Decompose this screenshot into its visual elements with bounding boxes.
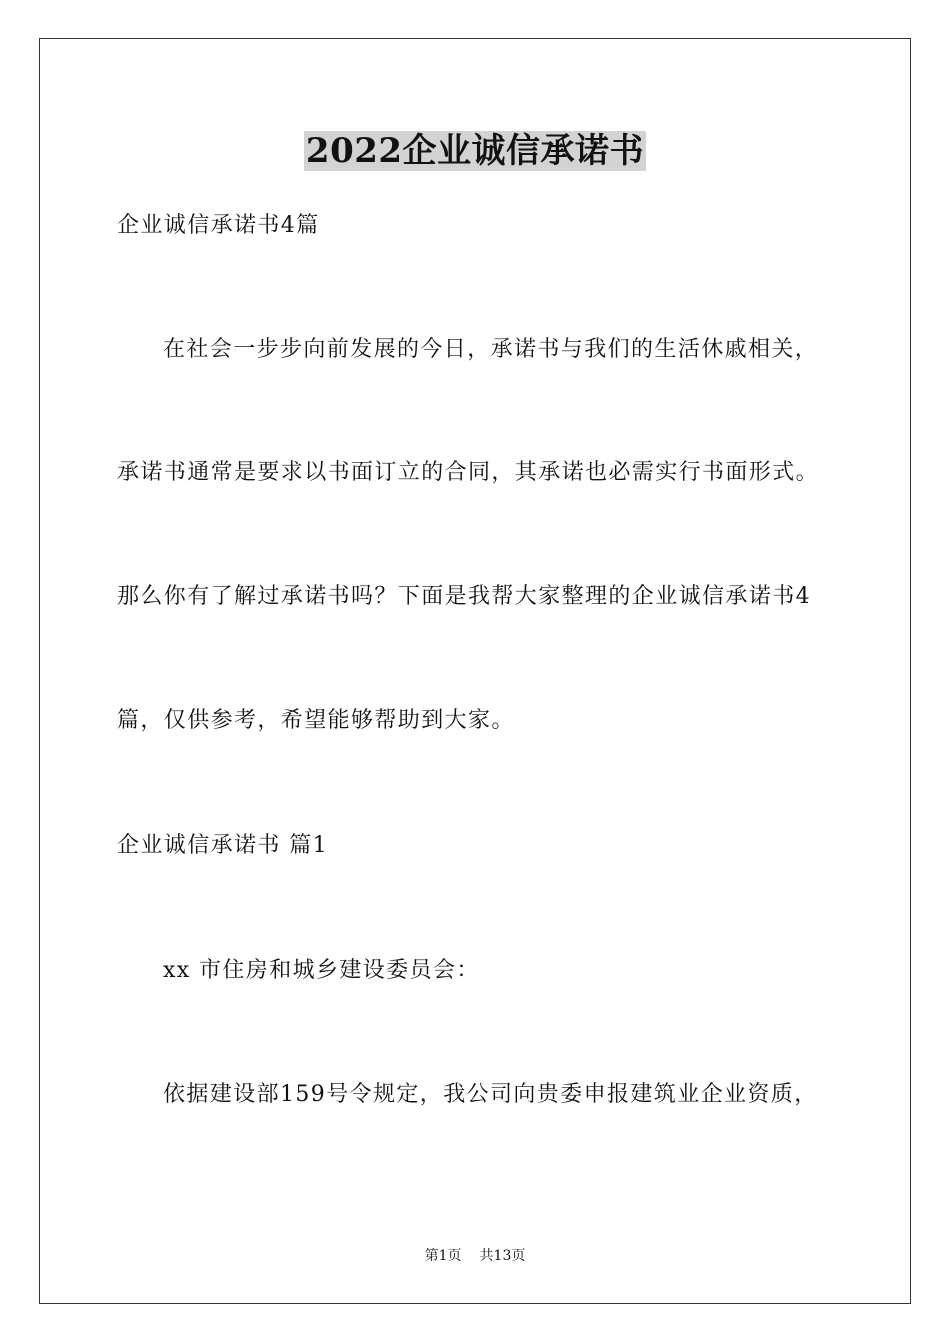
paragraph-line: 承诺书通常是要求以书面订立的合同，其承诺也必需实行书面形式。 xyxy=(117,460,820,485)
document-title-text: 2022企业诚信承诺书 xyxy=(305,131,645,171)
paragraph-line: 篇，仅供参考，希望能够帮助到大家。 xyxy=(117,708,515,733)
recipient-line: xx 市住房和城乡建设委员会： xyxy=(163,958,480,983)
page-number: 第1页 xyxy=(424,1248,462,1264)
page-footer xyxy=(0,1246,950,1266)
total-pages: 共13页 xyxy=(479,1248,526,1264)
document-title xyxy=(0,128,950,174)
paragraph-line: 那么你有了解过承诺书吗？下面是我帮大家整理的企业诚信承诺书4 xyxy=(117,584,811,609)
paragraph-line: 在社会一步步向前发展的今日，承诺书与我们的生活休戚相关， xyxy=(163,337,819,362)
paragraph-line: 依据建设部159号令规定，我公司向贵委申报建筑业企业资质， xyxy=(163,1082,818,1107)
section-heading: 企业诚信承诺书 篇1 xyxy=(117,833,328,858)
subtitle-line: 企业诚信承诺书4篇 xyxy=(117,213,320,238)
